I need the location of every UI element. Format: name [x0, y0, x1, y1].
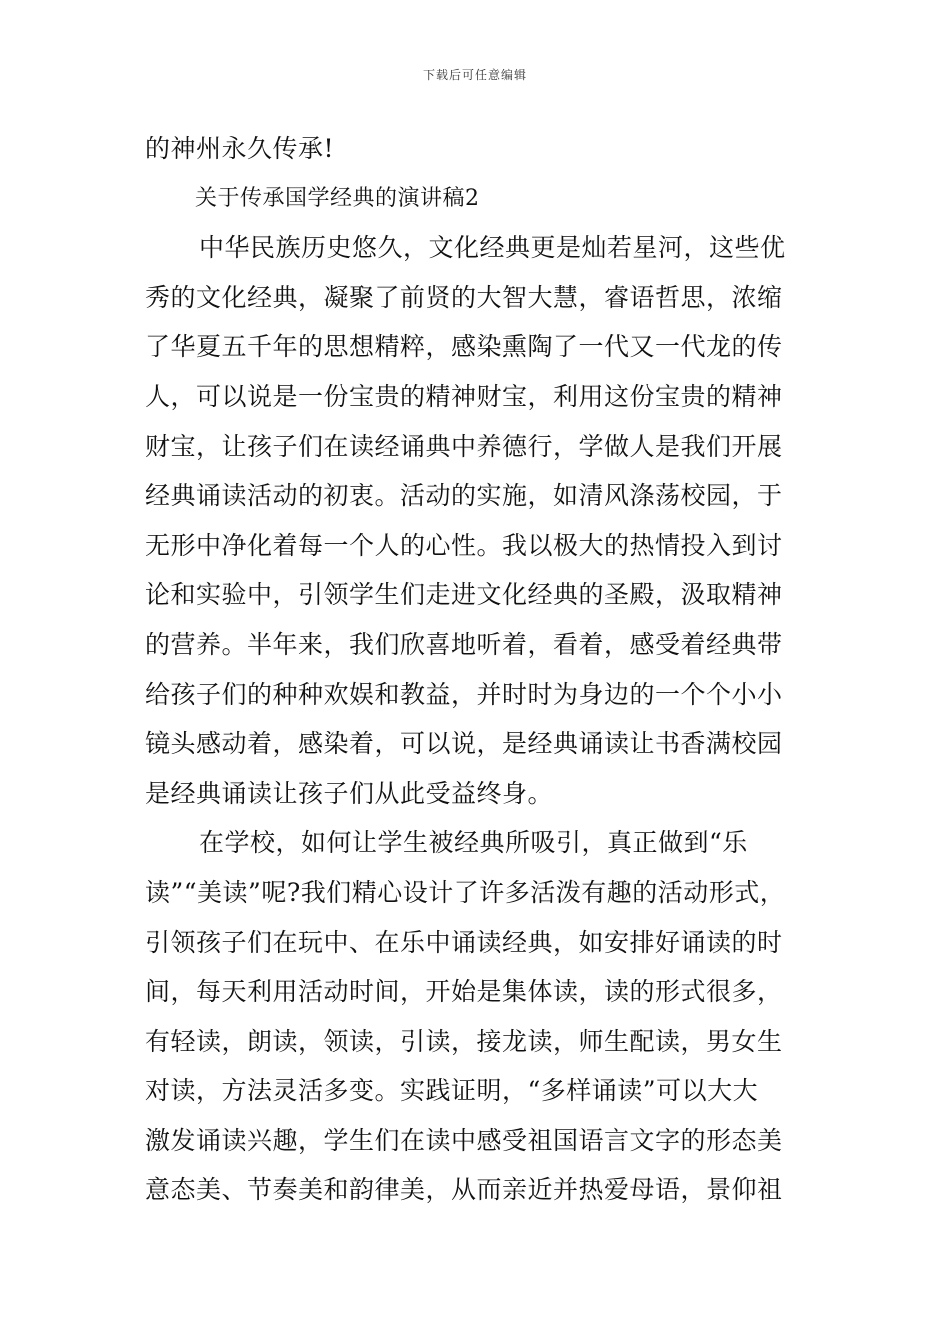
section-title: 关于传承国学经典的演讲稿2	[195, 185, 480, 211]
text-line: 意态美、节奏美和韵律美，从而亲近并热爱母语，景仰祖	[145, 1175, 783, 1205]
page-header-note: 下载后可任意编辑	[422, 68, 527, 82]
text-line: 的神州永久传承!	[145, 134, 335, 163]
text-line: 是经典诵读让孩子们从此受益终身。	[145, 778, 554, 808]
text-line: 镜头感动着，感染着，可以说，是经典诵读让书香满校园	[145, 729, 783, 759]
text-line: 财宝，让孩子们在读经诵典中养德行，学做人是我们开展	[145, 431, 783, 461]
text-line: 引领孩子们在玩中、在乐中诵读经典，如安排好诵读的时	[145, 927, 783, 957]
text-line: 读”“美读”呢?我们精心设计了许多活泼有趣的活动形式，	[145, 877, 786, 907]
text-line: 经典诵读活动的初衷。活动的实施，如清风涤荡校园，于	[145, 481, 783, 511]
text-line: 无形中净化着每一个人的心性。我以极大的热情投入到讨	[145, 530, 783, 560]
text-line: 有轻读，朗读，领读，引读，接龙读，师生配读，男女生	[145, 1026, 783, 1056]
text-line: 给孩子们的种种欢娱和教益，并时时为身边的一个个小小	[145, 679, 783, 709]
text-line: 对读，方法灵活多变。实践证明，“多样诵读”可以大大	[145, 1076, 759, 1106]
text-line: 在学校，如何让学生被经典所吸引，真正做到“乐	[199, 828, 748, 858]
text-line: 激发诵读兴趣，学生们在读中感受祖国语言文字的形态美	[145, 1125, 783, 1155]
document-body	[145, 124, 810, 1215]
text-line: 论和实验中，引领学生们走进文化经典的圣殿，汲取精神	[145, 580, 783, 610]
text-line: 间，每天利用活动时间，开始是集体读，读的形式很多，	[145, 977, 783, 1007]
text-line: 中华民族历史悠久，文化经典更是灿若星河，这些优	[199, 233, 786, 263]
text-line: 秀的文化经典，凝聚了前贤的大智大慧，睿语哲思，浓缩	[145, 282, 783, 312]
text-line: 了华夏五千年的思想精粹，感染熏陶了一代又一代龙的传	[145, 332, 783, 362]
text-line: 人，可以说是一份宝贵的精神财宝，利用这份宝贵的精神	[145, 381, 783, 411]
text-line: 的营养。半年来，我们欣喜地听着，看着，感受着经典带	[145, 629, 783, 659]
